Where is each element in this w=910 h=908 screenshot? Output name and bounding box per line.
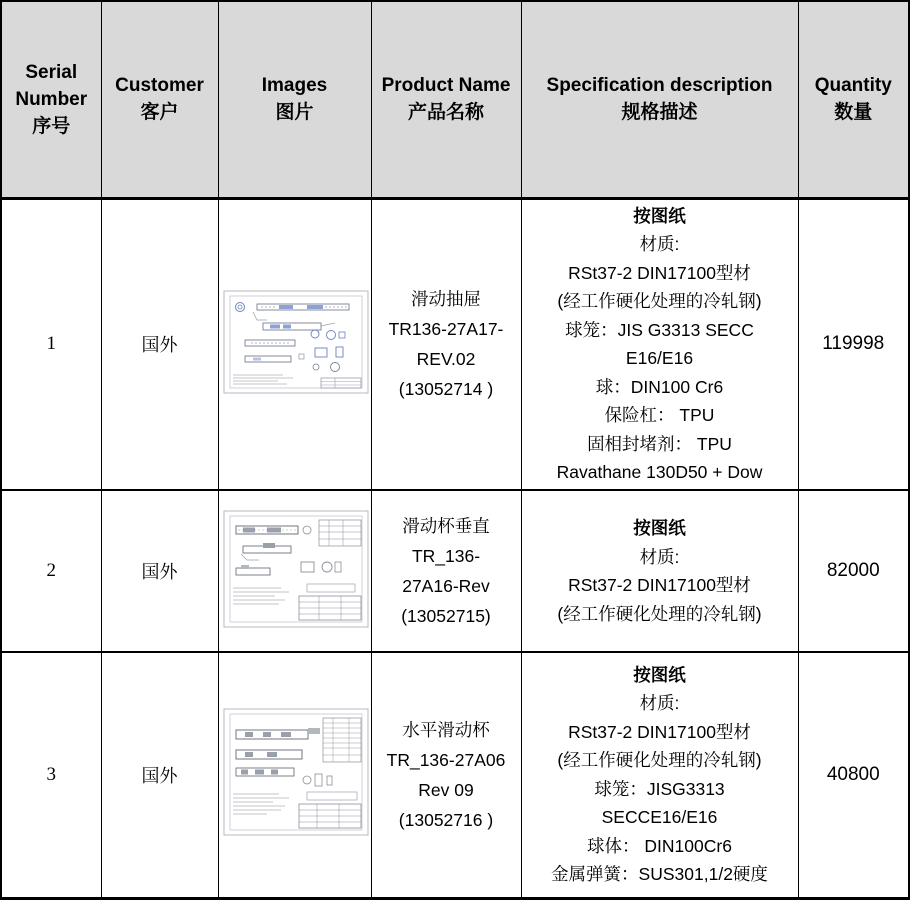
- spec-line: 球笼：JIS G3313 SECC: [565, 319, 754, 340]
- spec-line: 球：DIN100 Cr6: [595, 376, 724, 397]
- header-serial-number-zh: 序号: [32, 115, 71, 137]
- product-name-line: TR136-27A17-: [388, 319, 504, 340]
- header-product-name-zh: 产品名称: [407, 102, 484, 124]
- serial-cell: 2: [1, 490, 101, 652]
- product-name-cell: [371, 198, 521, 490]
- header-quantity-en: Quantity: [814, 75, 892, 97]
- spec-title: 按图纸: [633, 518, 686, 538]
- spec-line: 固相封堵剂： TPU: [587, 433, 732, 454]
- header-specification-zh: 规格描述: [621, 102, 698, 124]
- customer-cell: 国外: [101, 198, 218, 490]
- table-row: [1, 490, 909, 652]
- technical-drawing-thumbnail: [223, 708, 369, 836]
- spec-title: 按图纸: [633, 205, 686, 226]
- spec-line: RSt37-2 DIN17100型材: [568, 721, 751, 742]
- spec-line: 球笼：JISG3313: [594, 778, 725, 799]
- header-serial-number-en: Serial Number: [15, 61, 88, 110]
- table-row: [1, 198, 909, 490]
- product-name-line: (13052715): [401, 606, 491, 626]
- header-images-en: Images: [261, 75, 328, 97]
- spec-line: (经工作硬化处理的冷轧钢): [557, 603, 762, 624]
- table-row: [1, 652, 909, 898]
- product-name-line: 水平滑动杯: [402, 719, 490, 740]
- header-customer: [101, 1, 218, 198]
- quantity-cell: 82000: [798, 490, 909, 652]
- spec-line: (经工作硬化处理的冷轧钢): [557, 750, 762, 771]
- spec-line: Ravathane 130D50 + Dow: [556, 462, 763, 483]
- image-cell: [218, 198, 371, 490]
- serial-cell: 1: [1, 198, 101, 490]
- technical-drawing-thumbnail: [223, 510, 369, 628]
- product-name-line: (13052714 ): [398, 379, 494, 400]
- header-row: [1, 1, 909, 198]
- product-name-line: (13052716 ): [398, 809, 494, 830]
- product-name-line: TR_136-: [411, 546, 481, 566]
- product-name-line: 滑动抽屉: [411, 289, 481, 310]
- technical-drawing-thumbnail: [223, 290, 369, 394]
- spec-line: 金属弹簧：SUS301,1/2硬度: [551, 864, 768, 885]
- quantity-cell: 40800: [798, 652, 909, 898]
- product-name-cell: [371, 652, 521, 898]
- spec-line: 材质:: [639, 234, 680, 255]
- product-name-line: 滑动杯垂直: [402, 516, 490, 536]
- quantity-cell: 119998: [798, 198, 909, 490]
- header-images-zh: 图片: [275, 102, 314, 124]
- header-quantity: [798, 1, 909, 198]
- header-customer-zh: 客户: [140, 102, 179, 124]
- header-quantity-zh: 数量: [834, 102, 873, 124]
- specification-cell: [521, 198, 798, 490]
- product-name-line: Rev 09: [418, 779, 474, 800]
- spec-line: (经工作硬化处理的冷轧钢): [557, 291, 762, 312]
- header-serial-number: [1, 1, 101, 198]
- header-specification-en: Specification description: [546, 75, 773, 97]
- spec-line: 保险杠： TPU: [604, 405, 715, 426]
- spec-line: E16/E16: [625, 348, 694, 369]
- header-product-name: [371, 1, 521, 198]
- header-images: [218, 1, 371, 198]
- spec-line: RSt37-2 DIN17100型材: [568, 262, 751, 283]
- spec-line: SECCE16/E16: [601, 807, 718, 828]
- product-name-line: REV.02: [416, 349, 476, 370]
- header-specification: [521, 1, 798, 198]
- header-product-name-en: Product Name: [381, 75, 511, 97]
- header-customer-en: Customer: [115, 75, 204, 97]
- spec-line: 球体： DIN100Cr6: [587, 835, 732, 856]
- spec-line: 材质:: [639, 546, 680, 567]
- product-name-line: 27A16-Rev: [402, 576, 490, 596]
- image-cell: [218, 490, 371, 652]
- serial-cell: 3: [1, 652, 101, 898]
- image-cell: [218, 652, 371, 898]
- specification-cell: [521, 490, 798, 652]
- spec-title: 按图纸: [633, 664, 686, 685]
- spec-line: RSt37-2 DIN17100型材: [568, 575, 751, 595]
- customer-cell: 国外: [101, 652, 218, 898]
- specification-cell: [521, 652, 798, 898]
- product-name-cell: [371, 490, 521, 652]
- product-name-line: TR_136-27A06: [386, 749, 506, 770]
- spec-line: 材质:: [639, 693, 680, 714]
- customer-cell: 国外: [101, 490, 218, 652]
